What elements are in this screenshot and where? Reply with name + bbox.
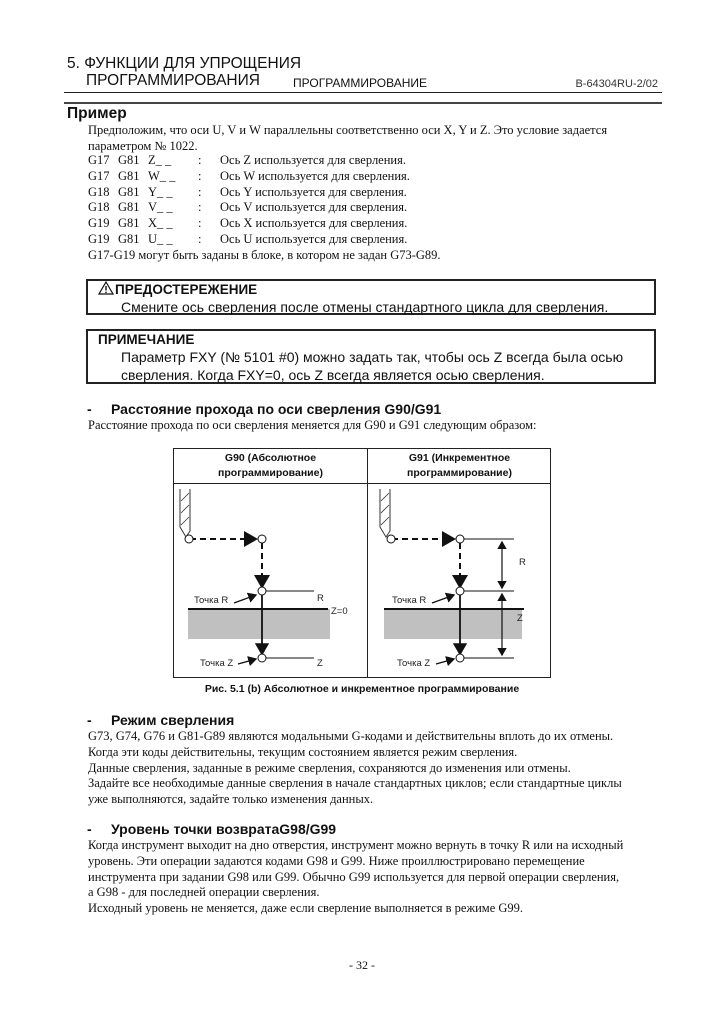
- note-title: ПРИМЕЧАНИЕ: [98, 332, 195, 347]
- section-heading-return-level: - Уровень точки возвратаG98/G99: [87, 821, 337, 837]
- gcode-row: G19 G81 U_ _ : Ось U используется для сверления.: [88, 231, 408, 246]
- label-r-left: R: [317, 593, 324, 604]
- label-point-z-left: Точка Z: [200, 658, 234, 669]
- label-r-right: R: [519, 557, 526, 568]
- label-point-z-right: Точка Z: [397, 658, 431, 669]
- header-rule: [64, 92, 662, 93]
- document-code: B-64304RU-2/02: [575, 78, 658, 90]
- caution-box: [86, 279, 656, 315]
- figure-caption: Рис. 5.1 (b) Абсолютное и инкрементное программирование: [204, 683, 520, 695]
- gcode-row: G18 G81 Y_ _ : Ось Y используется для сверления.: [88, 184, 407, 199]
- label-z-left: Z: [317, 658, 323, 669]
- example-intro-line1: Предположим, что оси U, V и W параллельны соответственно оси X, Y и Z. Это условие задается: [88, 123, 608, 137]
- drill-bit-icon-left: [180, 489, 190, 537]
- section-heading-drilling-mode: - Режим сверления: [87, 712, 235, 728]
- note-box: [86, 329, 656, 384]
- gcode-axis-table: [88, 153, 441, 264]
- gcode-row: G17 G81 W_ _ : Ось W используется для сверления.: [88, 168, 410, 183]
- note-text-line1: Параметр FXY (№ 5101 #0) можно задать так, чтобы ось Z всегда была осью: [121, 349, 624, 365]
- example-footnote: G17-G19 могут быть заданы в блоке, в котором не задан G73-G89.: [88, 247, 441, 262]
- section-return-level-text: Когда инструмент выходит на дно отверстия, инструмент можно вернуть в точку R или на исходный уровень. Эти операции задаются кодами G98 и G99. Ниже проиллюстрировано перемещение инструмента при задании G98 или G99. Обычно G99 используется для первой операции сверления, а G98 - для последней операции сверления. Исходный уровень не меняется, даже если сверление выполняется в режиме G99.: [88, 838, 624, 916]
- figure-col2-header: G91 (Инкрементное программирование): [407, 452, 512, 479]
- section-drilling-mode-text: G73, G74, G76 и G81-G89 являются модальными G-кодами и действительны вплоть до их отмены. Когда эти коды действительны, текущим состоянием является режим сверления. Данные сверления, заданные в режиме сверления, сохраняются до изменения или отмены. Задайте все необходимые данные сверления в начале стандартных циклов; если стандартные циклы уже выполняются, задайте только изменения данных.: [88, 729, 622, 807]
- section-heading-g90-g91: - Расстояние прохода по оси сверления G90/G91: [87, 401, 442, 417]
- chapter-title: [67, 55, 301, 89]
- gcode-row: G19 G81 X_ _ : Ось X используется для сверления.: [88, 216, 408, 231]
- example-intro-line2: параметром № 1022.: [88, 138, 198, 153]
- drill-bit-icon-right: [380, 489, 390, 537]
- figure-absolute-incremental: [173, 448, 551, 678]
- gcode-row: G18 G81 V_ _ : Ось V используется для сверления.: [88, 200, 408, 215]
- page-number: - 32 -: [349, 958, 375, 972]
- caution-title: ПРЕДОСТЕРЕЖЕНИЕ: [115, 282, 258, 297]
- example-heading: Пример: [67, 105, 127, 122]
- label-z-right: Z: [517, 613, 523, 624]
- warning-triangle-icon: [98, 281, 114, 295]
- section-g90-text: Расстояние прохода по оси сверления меняется для G90 и G91 следующим образом:: [88, 418, 537, 432]
- header-rule-thick: [64, 102, 662, 104]
- label-point-r-right: Точка R: [392, 595, 427, 606]
- gcode-row: G17 G81 Z_ _ : Ось Z используется для сверления.: [88, 153, 406, 167]
- section-label: ПРОГРАММИРОВАНИЕ: [293, 76, 427, 90]
- note-text-line2: сверления. Когда FXY=0, ось Z всегда является осью сверления.: [121, 367, 545, 383]
- chapter-title-line2: ПРОГРАММИРОВАНИЯ: [86, 72, 260, 89]
- label-point-r-left: Точка R: [194, 595, 229, 606]
- caution-text: Смените ось сверления после отмены стандартного цикла для сверления.: [121, 299, 609, 315]
- drilling-diagram: [174, 449, 552, 679]
- caution-title-row: [88, 281, 654, 298]
- figure-col1-header: G90 (Абсолютное программирование): [218, 452, 323, 479]
- chapter-title-line1: 5. ФУНКЦИИ ДЛЯ УПРОЩЕНИЯ: [67, 55, 302, 72]
- label-z0: Z=0: [331, 606, 348, 617]
- example-intro: [88, 123, 658, 155]
